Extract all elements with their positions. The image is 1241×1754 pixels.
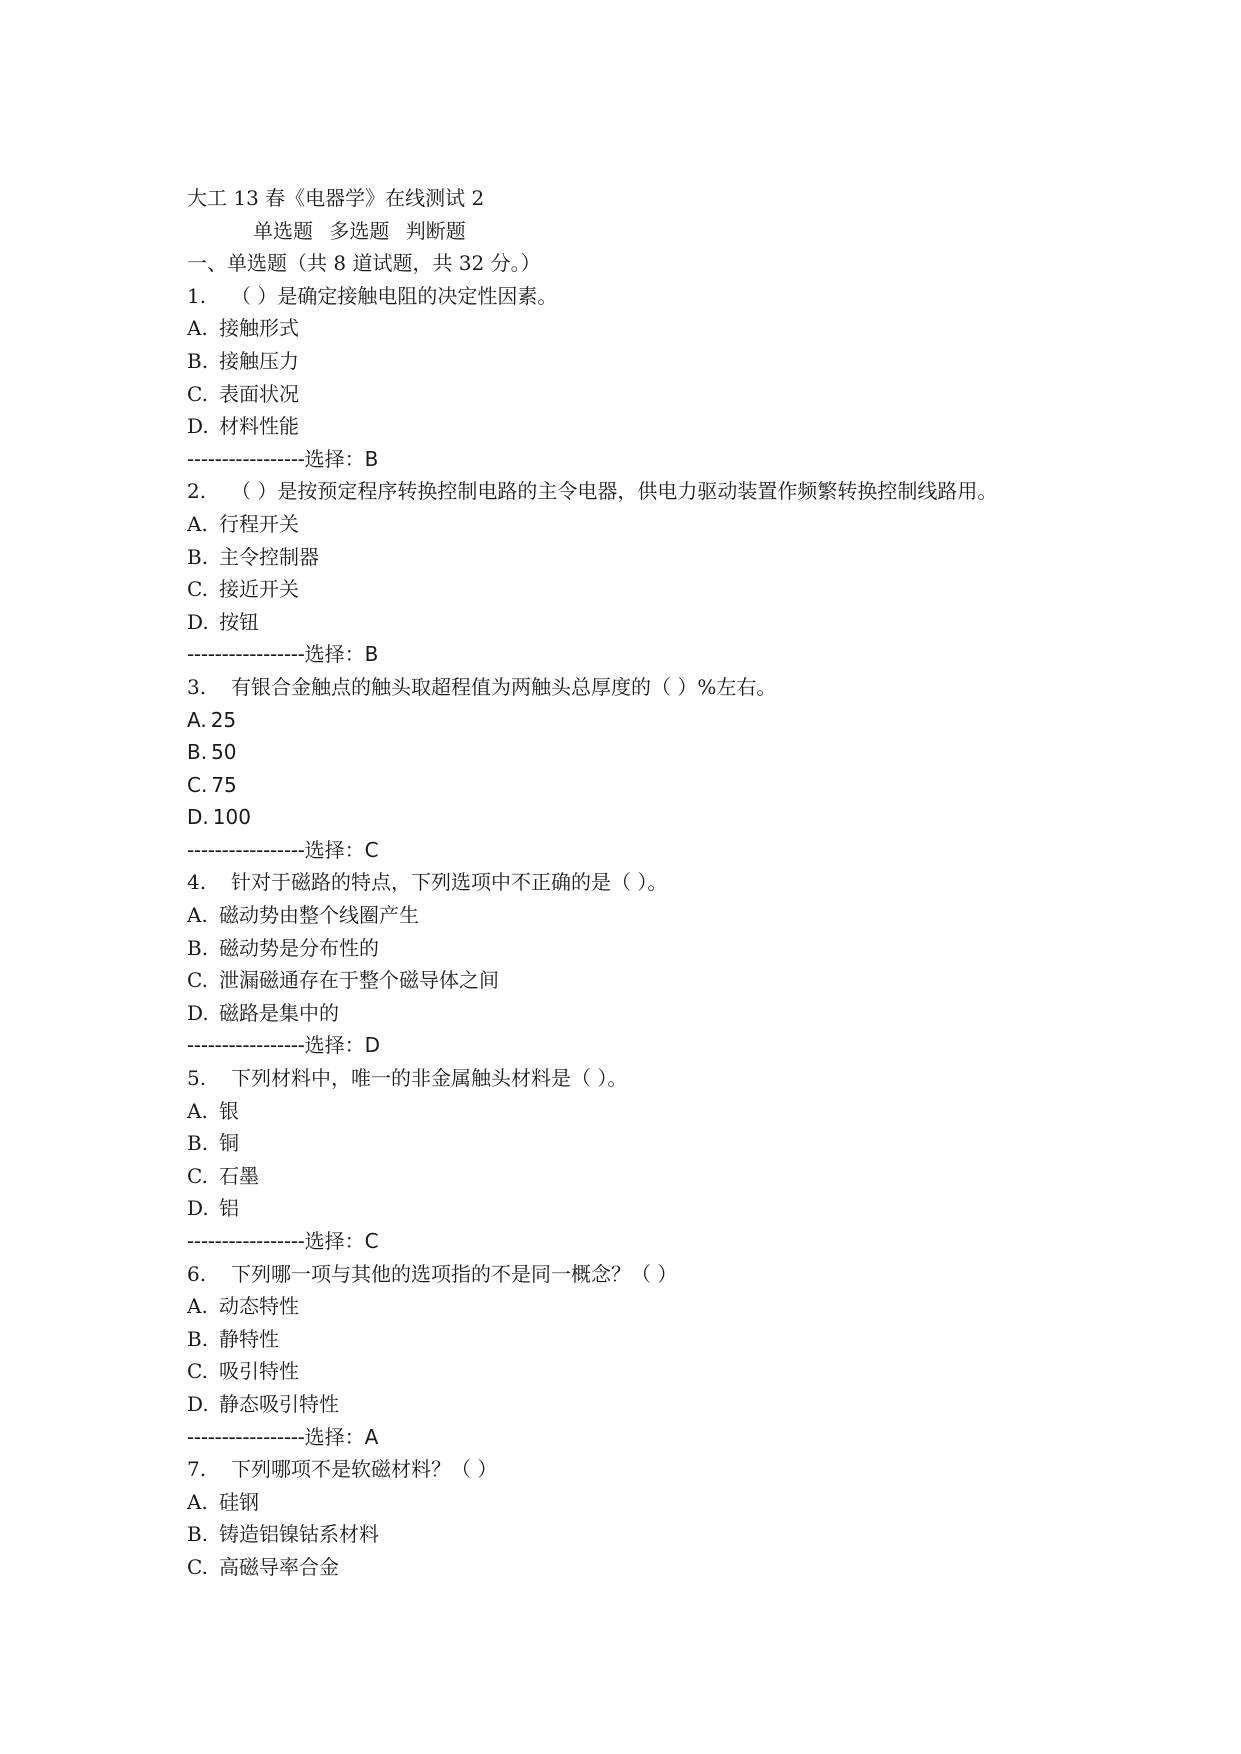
option-item[interactable] [187,736,1107,769]
option-item[interactable] [187,1127,1107,1160]
option-item[interactable] [187,1323,1107,1356]
question-number: 1. [187,283,207,308]
option-item[interactable] [187,932,1107,965]
option-text: 表面状况 [219,381,299,406]
option-letter: C. [187,381,208,406]
option-letter: B. [187,935,209,960]
answer-separator: ----------------- [187,1229,305,1253]
option-item[interactable] [187,1518,1107,1551]
option-text: 高磁导率合金 [219,1554,339,1579]
question-text: （ ）是确定接触电阻的决定性因素。 [231,283,558,308]
answer-line [187,1225,1107,1258]
option-letter: A. [187,1098,208,1123]
question-number: 4. [187,870,207,895]
option-item[interactable] [187,410,1107,443]
option-letter: A. [187,707,207,732]
option-item[interactable] [187,964,1107,997]
question-stem [187,1453,1107,1486]
option-letter: B. [187,1522,209,1547]
option-letter: B. [187,348,209,373]
tab-multiple-choice[interactable]: 多选题 [329,218,390,243]
option-text: 75 [211,772,237,797]
answer-value: B [364,642,379,667]
option-letter: C. [187,1359,208,1384]
question-text: 针对于磁路的特点，下列选项中不正确的是（ ）。 [231,870,668,895]
option-text: 磁路是集中的 [219,1000,339,1025]
option-item[interactable] [187,1160,1107,1193]
page-title: 大工 13 春《电器学》在线测试 2 [187,186,485,210]
question-stem [187,1258,1107,1291]
option-letter: C. [187,968,208,993]
option-text: 行程开关 [219,511,299,536]
answer-line [187,834,1107,867]
option-text: 铸造铝镍钴系材料 [219,1522,379,1547]
option-text: 接近开关 [219,577,299,602]
option-item[interactable] [187,1192,1107,1225]
option-letter: A. [187,316,208,341]
answer-value: C [364,1229,379,1253]
question-stem [187,671,1107,704]
option-item[interactable] [187,508,1107,541]
option-text: 按钮 [219,609,259,634]
option-letter: A. [187,1294,208,1319]
option-letter: D. [187,414,209,439]
option-text: 泄漏磁通存在于整个磁导体之间 [219,968,499,993]
option-item[interactable] [187,345,1107,378]
answer-value: B [364,446,379,471]
answer-separator: ----------------- [187,642,305,667]
option-letter: A. [187,903,208,928]
answer-separator: ----------------- [187,1424,305,1449]
option-letter: D. [187,1000,209,1025]
option-item[interactable] [187,1388,1107,1421]
question-stem [187,1062,1107,1095]
answer-line [187,1029,1107,1062]
option-text: 动态特性 [219,1294,299,1319]
option-letter: C. [187,1554,208,1579]
question-stem [187,280,1107,313]
option-item[interactable] [187,606,1107,639]
option-letter: C. [187,1163,208,1188]
answer-label: 选择： [304,642,365,667]
answer-separator: ----------------- [187,446,305,471]
option-text: 接触形式 [219,316,299,341]
option-letter: B. [187,544,209,569]
answer-separator: ----------------- [187,1033,305,1058]
answer-line [187,443,1107,476]
section-header: 一、单选题（共 8 道试题，共 32 分。） [187,251,541,276]
option-text: 铜 [219,1131,239,1156]
option-item[interactable] [187,541,1107,574]
option-item[interactable] [187,1095,1107,1128]
option-item[interactable] [187,378,1107,411]
answer-label: 选择： [304,1229,365,1253]
answer-value: A [364,1424,379,1449]
option-letter: D. [187,1391,209,1416]
question-number: 7. [187,1457,207,1482]
option-letter: B. [187,1326,209,1351]
answer-label: 选择： [304,837,365,862]
option-text: 100 [212,805,251,830]
option-item[interactable] [187,704,1107,737]
question-number: 6. [187,1261,207,1286]
option-text: 磁动势是分布性的 [219,935,379,960]
answer-label: 选择： [304,1424,365,1449]
answer-value: D [364,1033,380,1058]
option-text: 铝 [219,1196,239,1221]
option-letter: C. [187,577,208,602]
option-text: 静态吸引特性 [219,1391,339,1416]
option-item[interactable] [187,1355,1107,1388]
option-text: 磁动势由整个线圈产生 [219,903,419,928]
question-type-tabs [187,215,1107,248]
question-text: 下列哪一项与其他的选项指的不是同一概念？（ ） [231,1261,678,1286]
question-number: 2. [187,479,207,504]
answer-label: 选择： [304,1033,365,1058]
question-list [187,280,1107,1584]
question-stem [187,866,1107,899]
option-letter: C. [187,772,208,797]
option-item[interactable] [187,899,1107,932]
option-item[interactable] [187,573,1107,606]
answer-label: 选择： [304,446,365,471]
option-text: 50 [211,740,237,765]
option-text: 主令控制器 [219,544,319,569]
option-letter: A. [187,511,208,536]
document-page [187,182,1107,1584]
question-stem [187,475,1107,508]
option-item[interactable] [187,1551,1107,1584]
question-text: 有银合金触点的触头取超程值为两触头总厚度的（ ）%左右。 [231,674,777,699]
option-letter: D. [187,609,209,634]
answer-value: C [364,837,379,862]
answer-line [187,638,1107,671]
option-item[interactable] [187,312,1107,345]
option-text: 材料性能 [219,414,299,439]
answer-separator: ----------------- [187,837,305,862]
option-text: 硅钢 [219,1489,259,1514]
option-item[interactable] [187,1290,1107,1323]
option-letter: D. [187,805,209,830]
question-text: 下列材料中，唯一的非金属触头材料是（ ）。 [231,1066,628,1091]
option-text: 石墨 [219,1163,259,1188]
answer-line [187,1421,1107,1454]
question-text: （ ）是按预定程序转换控制电路的主令电器，供电力驱动装置作频繁转换控制线路用。 [231,479,998,504]
option-item[interactable] [187,769,1107,802]
option-letter: A. [187,1489,208,1514]
question-number: 5. [187,1066,207,1091]
option-text: 25 [210,707,237,732]
option-text: 银 [219,1098,239,1123]
option-letter: B. [187,740,208,765]
option-item[interactable] [187,997,1107,1030]
tab-single-choice[interactable]: 单选题 [253,218,313,243]
question-number: 3. [187,674,207,699]
option-text: 吸引特性 [219,1359,299,1384]
question-text: 下列哪项不是软磁材料？（ ） [231,1457,498,1482]
tab-true-false[interactable]: 判断题 [405,218,466,243]
option-item[interactable] [187,1486,1107,1519]
option-text: 接触压力 [219,348,299,373]
option-letter: B. [187,1131,209,1156]
option-item[interactable] [187,801,1107,834]
option-letter: D. [187,1196,209,1221]
option-text: 静特性 [219,1326,279,1351]
